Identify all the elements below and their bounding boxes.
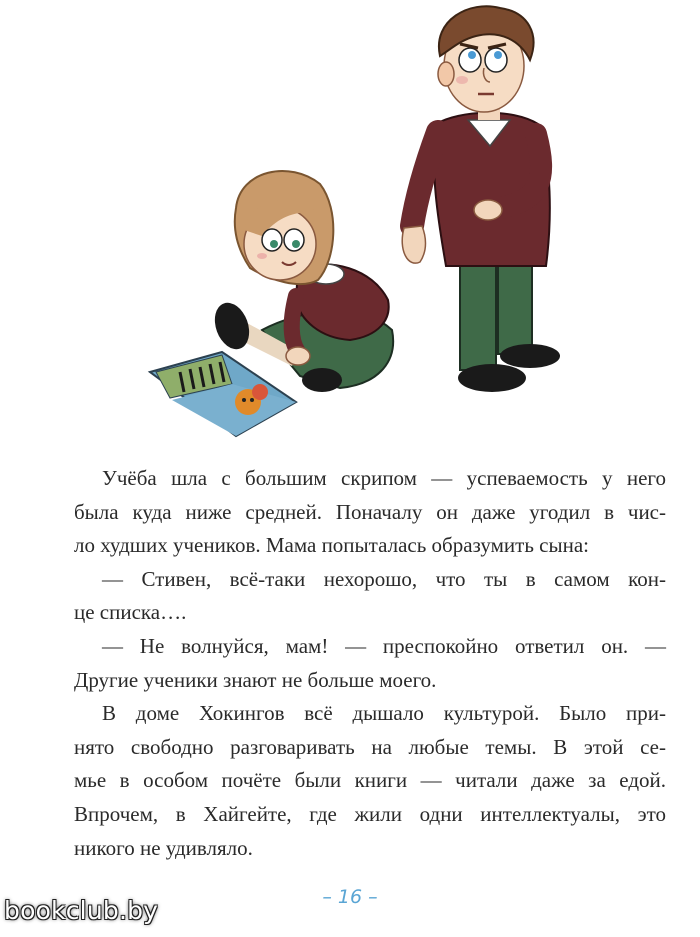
text-line: В доме Хокингов всё дышало культурой. Было при- xyxy=(102,701,666,726)
story-text xyxy=(74,462,666,865)
girl-illustration xyxy=(209,171,393,392)
text-line: ло худших учеников. Мама попыталась образумить сына: xyxy=(74,533,589,558)
text-line: Впрочем, в Хайгейте, где жили одни интеллектуалы, это xyxy=(74,801,666,826)
paragraph xyxy=(74,630,666,697)
paragraph xyxy=(74,697,666,865)
page-number: – 16 – xyxy=(322,886,378,908)
text-line: никого не удивляло. xyxy=(74,835,253,860)
paragraph xyxy=(74,462,666,563)
watermark: bookclub.by xyxy=(4,896,159,925)
text-line: це списка…. xyxy=(74,600,187,625)
text-line: Другие ученики знают не больше моего. xyxy=(74,667,437,692)
text-line: мье в особом почёте были книги — читали даже за едой. xyxy=(74,768,666,793)
book-illustration xyxy=(150,352,296,436)
paragraph xyxy=(74,563,666,630)
text-line: Учёба шла с большим скрипом — успеваемость у него xyxy=(102,466,666,490)
text-line: — Не волнуйся, мам! — преспокойно ответил он. — xyxy=(102,633,666,658)
text-line: — Стивен, всё-таки нехорошо, что ты в самом кон- xyxy=(102,566,666,591)
text-line: была куда ниже средней. Поначалу он даже угодил в чис- xyxy=(74,499,666,524)
text-line: нято свободно разговаривать на любые темы. В этой се- xyxy=(74,734,666,759)
boy-illustration xyxy=(402,6,560,392)
illustration-children xyxy=(0,0,700,455)
